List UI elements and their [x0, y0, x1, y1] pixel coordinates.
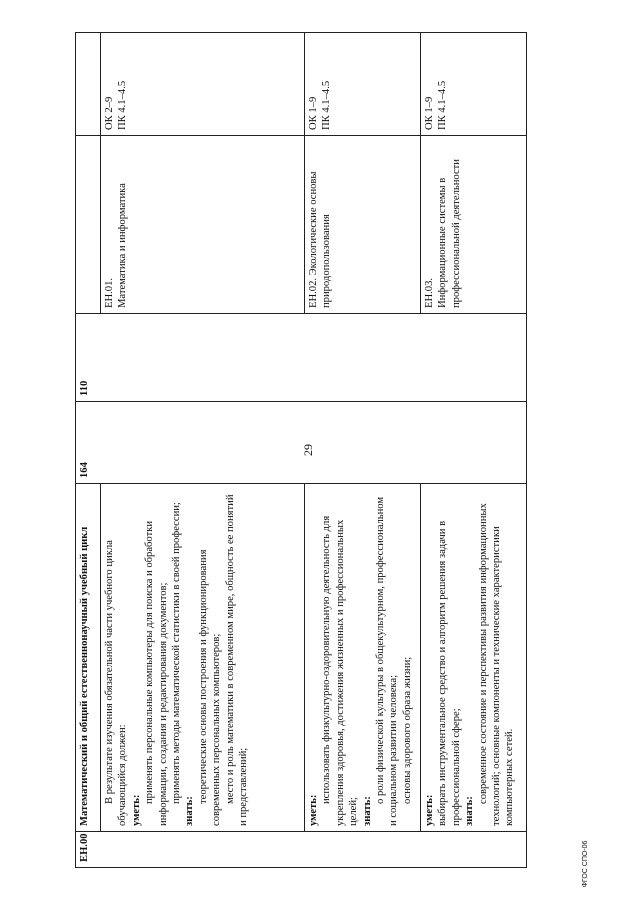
- requirement-line: теоретические основы построения и функционирования современных персональных компьютеров;: [197, 549, 223, 826]
- competence-cell: [421, 33, 527, 136]
- module-name: Математика и информатика: [117, 183, 129, 308]
- requirement-line: место и роль математики в современном мире, общность ее понятий и представлений;: [224, 494, 250, 826]
- competence-professional: ПК 4.1–4.5: [117, 80, 129, 130]
- module-cell: [101, 136, 305, 314]
- requirement-line: использовать физкультурно-оздоровительную деятельность для укрепления здоровья, достижения жизненных и профессиональных целей;: [321, 515, 360, 826]
- requirement-line: современное состояние и перспективы развития информационных технологий; основные компоненты и технические характеристики компьютерных сетей.: [477, 503, 516, 826]
- module-cell: [305, 136, 421, 314]
- competence-professional: ПК 4.1–4.5: [437, 80, 449, 130]
- module-cell: [421, 136, 527, 314]
- hours-obligatory: 110: [76, 314, 527, 402]
- header-module-cell: [76, 136, 101, 314]
- module-code: ЕН.01.: [104, 277, 115, 308]
- requirement-keyword: уметь:: [130, 794, 142, 826]
- module-name: Экологические основы природопользования: [308, 171, 333, 308]
- requirement-line: основы здорового образа жизни;: [401, 656, 413, 804]
- requirement-line: о роли физической культуры в общекультурном, профессиональном и социальном развитии человека;: [375, 496, 400, 826]
- requirement-line: выбирать инструментальное средство и алгоритм решения задачи в профессиональной сфере;: [437, 520, 462, 826]
- page-number: 29: [301, 444, 315, 456]
- requirement-keyword: знать:: [464, 796, 476, 826]
- requirement-keyword: знать:: [361, 796, 373, 826]
- requirement-line: применять методы математической статистики в своей профессии;: [171, 502, 183, 804]
- competence-general: ОК 2–9: [104, 96, 115, 130]
- page-footer: ФГОС СПО-06: [582, 840, 589, 888]
- hours-max: 164: [76, 402, 527, 484]
- requirement-keyword: уметь:: [308, 794, 319, 826]
- competence-general: ОК 1–9: [424, 96, 435, 130]
- competence-cell: [305, 33, 421, 136]
- section-header-row: [76, 33, 101, 868]
- competence-general: ОК 1–9: [308, 96, 319, 130]
- requirements-cell: [421, 484, 527, 832]
- competence-cell: [101, 33, 305, 136]
- competence-professional: ПК 4.1–4.5: [321, 80, 333, 130]
- section-title: Математический и общий естественнонаучный учебный цикл: [76, 484, 101, 832]
- module-code-name-line: [307, 141, 334, 308]
- requirement-keyword: уметь:: [424, 794, 435, 826]
- header-competence-cell: [76, 33, 101, 136]
- requirement-keyword: знать:: [184, 796, 196, 826]
- requirements-cell: [305, 484, 421, 832]
- section-code: ЕН.00: [76, 832, 527, 868]
- requirements-cell: [101, 484, 305, 832]
- module-code: ЕН.02.: [308, 277, 319, 308]
- module-name: Информационные системы в профессиональной деятельности: [437, 159, 462, 308]
- requirement-line: В результате изучения обязательной части учебного цикла обучающийся должен:: [104, 540, 129, 826]
- requirement-line: применять персональные компьютеры для поиска и обработки информации, создания и редактирования документов;: [144, 520, 169, 826]
- module-code: ЕН.03.: [424, 277, 435, 308]
